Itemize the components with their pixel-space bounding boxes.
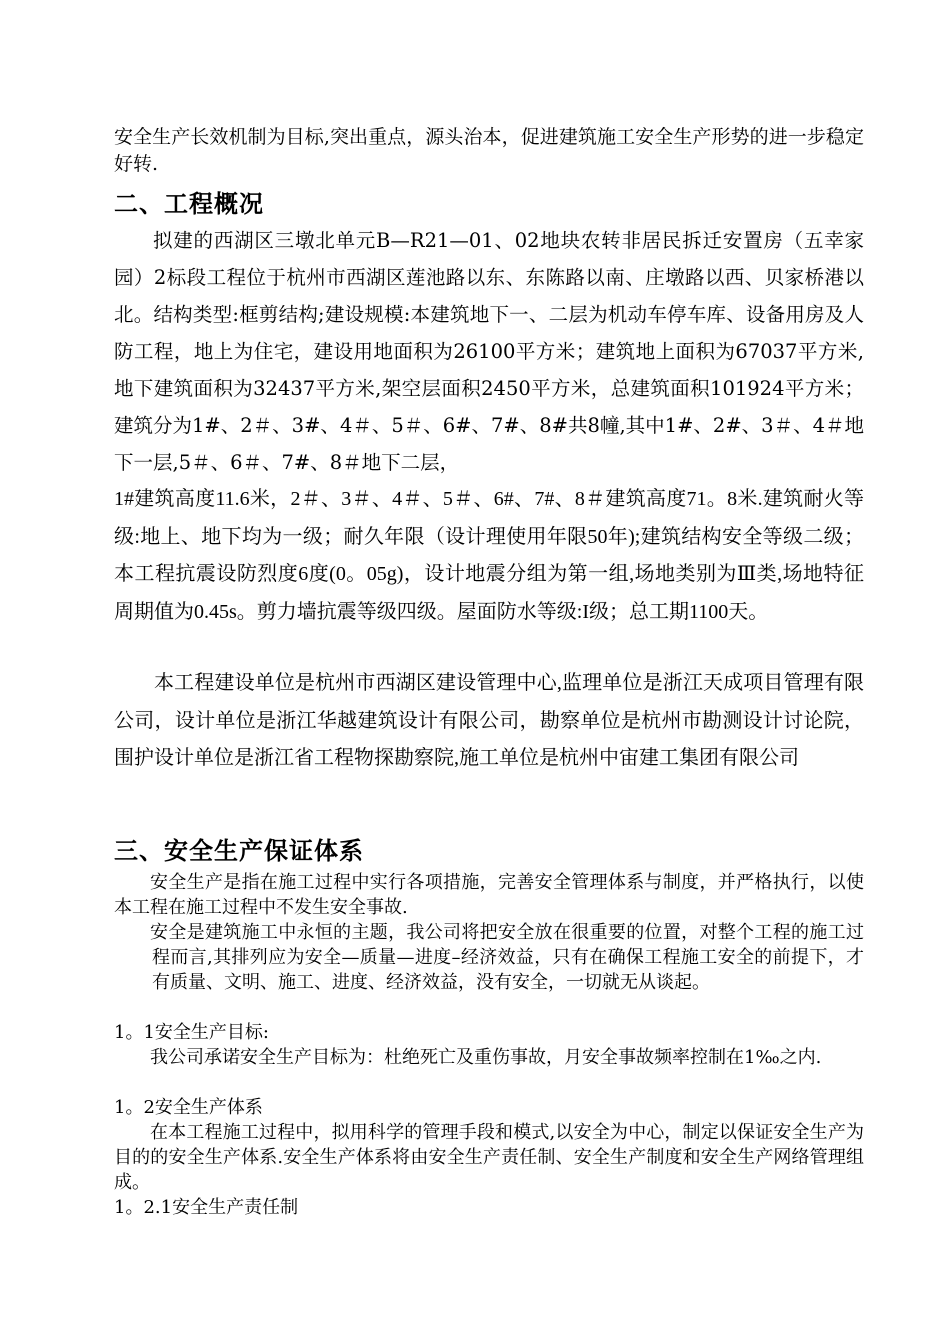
section2-overview-paragraph: 拟建的西湖区三墩北单元B—R21—01、02地块农转非居民拆迁安置房（五幸家园）2标段工程位于杭州市西湖区莲池路以东、东陈路以南、庄墩路以西、贝家桥港以北。结构类型:框剪结构;建设规模:本建筑地下一、二层为机动车停车库、设备用房及人防工程，地上为住宅，建设用地面积为26100平方米；建筑地上面积为67037平方米,地下建筑面积为32437平方米,架空层面积2450平方米，总建筑面积101924平方米；建筑分为1#、2＃、3#、4＃、5＃、6#、7#、8#共8幢,其中1#、2#、3＃、4＃地下一层,5＃、6＃、7#、8＃地下二层， — [114, 229, 864, 474]
section3-importance-paragraph: 安全是建筑施工中永恒的主题，我公司将把安全放在很重要的位置，对整个工程的施工过程而言,其排列应为安全—质量—进度–经济效益，只有在确保工程施工安全的前提下，才有质量、文明、施工、进度、经济效益，没有安全，一切就无从谈起。 — [150, 922, 864, 993]
section2-overview-paragraph-cont: 1#建筑高度11.6米，2＃、3＃、4＃、5＃、6#、7#、8＃建筑高度71。8米.建筑耐火等级:地上、地下均为一级；耐久年限（设计理使用年限50年);建筑结构安全等级二级；本工程抗震设防烈度6度(0。05g)，设计地震分组为第一组,场地类别为Ⅲ类,场地特征周期值为0.45s。剪力墙抗震等级四级。屋面防水等级:I级；总工期1100天。 — [114, 488, 864, 623]
section2-heading: 二、工程概况 — [114, 190, 264, 218]
item-1-1-title: 1。1安全生产目标: — [114, 1022, 269, 1043]
section3-heading: 三、安全生产保证体系 — [114, 837, 364, 865]
item-1-2-1-title: 1。2.1安全生产责任制 — [114, 1197, 299, 1218]
intro-continuation-paragraph: 安全生产长效机制为目标,突出重点，源头治本，促进建筑施工安全生产形势的进一步稳定好转. — [114, 126, 864, 175]
item-1-1-text: 我公司承诺安全生产目标为：杜绝死亡及重伤事故，月安全事故频率控制在1‰之内. — [150, 1047, 822, 1068]
section3-definition-paragraph: 安全生产是指在施工过程中实行各项措施，完善安全管理体系与制度，并严格执行，以使本工程在施工过程中不发生安全事故. — [114, 872, 864, 918]
item-1-2-title: 1。2安全生产体系 — [114, 1097, 263, 1118]
item-1-2-text: 在本工程施工过程中，拟用科学的管理手段和模式,以安全为中心，制定以保证安全生产为目的的安全生产体系.安全生产体系将由安全生产责任制、安全生产制度和安全生产网络管理组成。 — [114, 1122, 864, 1193]
section2-units-paragraph: 本工程建设单位是杭州市西湖区建设管理中心,监理单位是浙江天成项目管理有限公司，设计单位是浙江华越建筑设计有限公司，勘察单位是杭州市勘测设计讨论院，围护设计单位是浙江省工程物探勘察院,施工单位是杭州中宙建工集团有限公司 — [114, 672, 864, 769]
